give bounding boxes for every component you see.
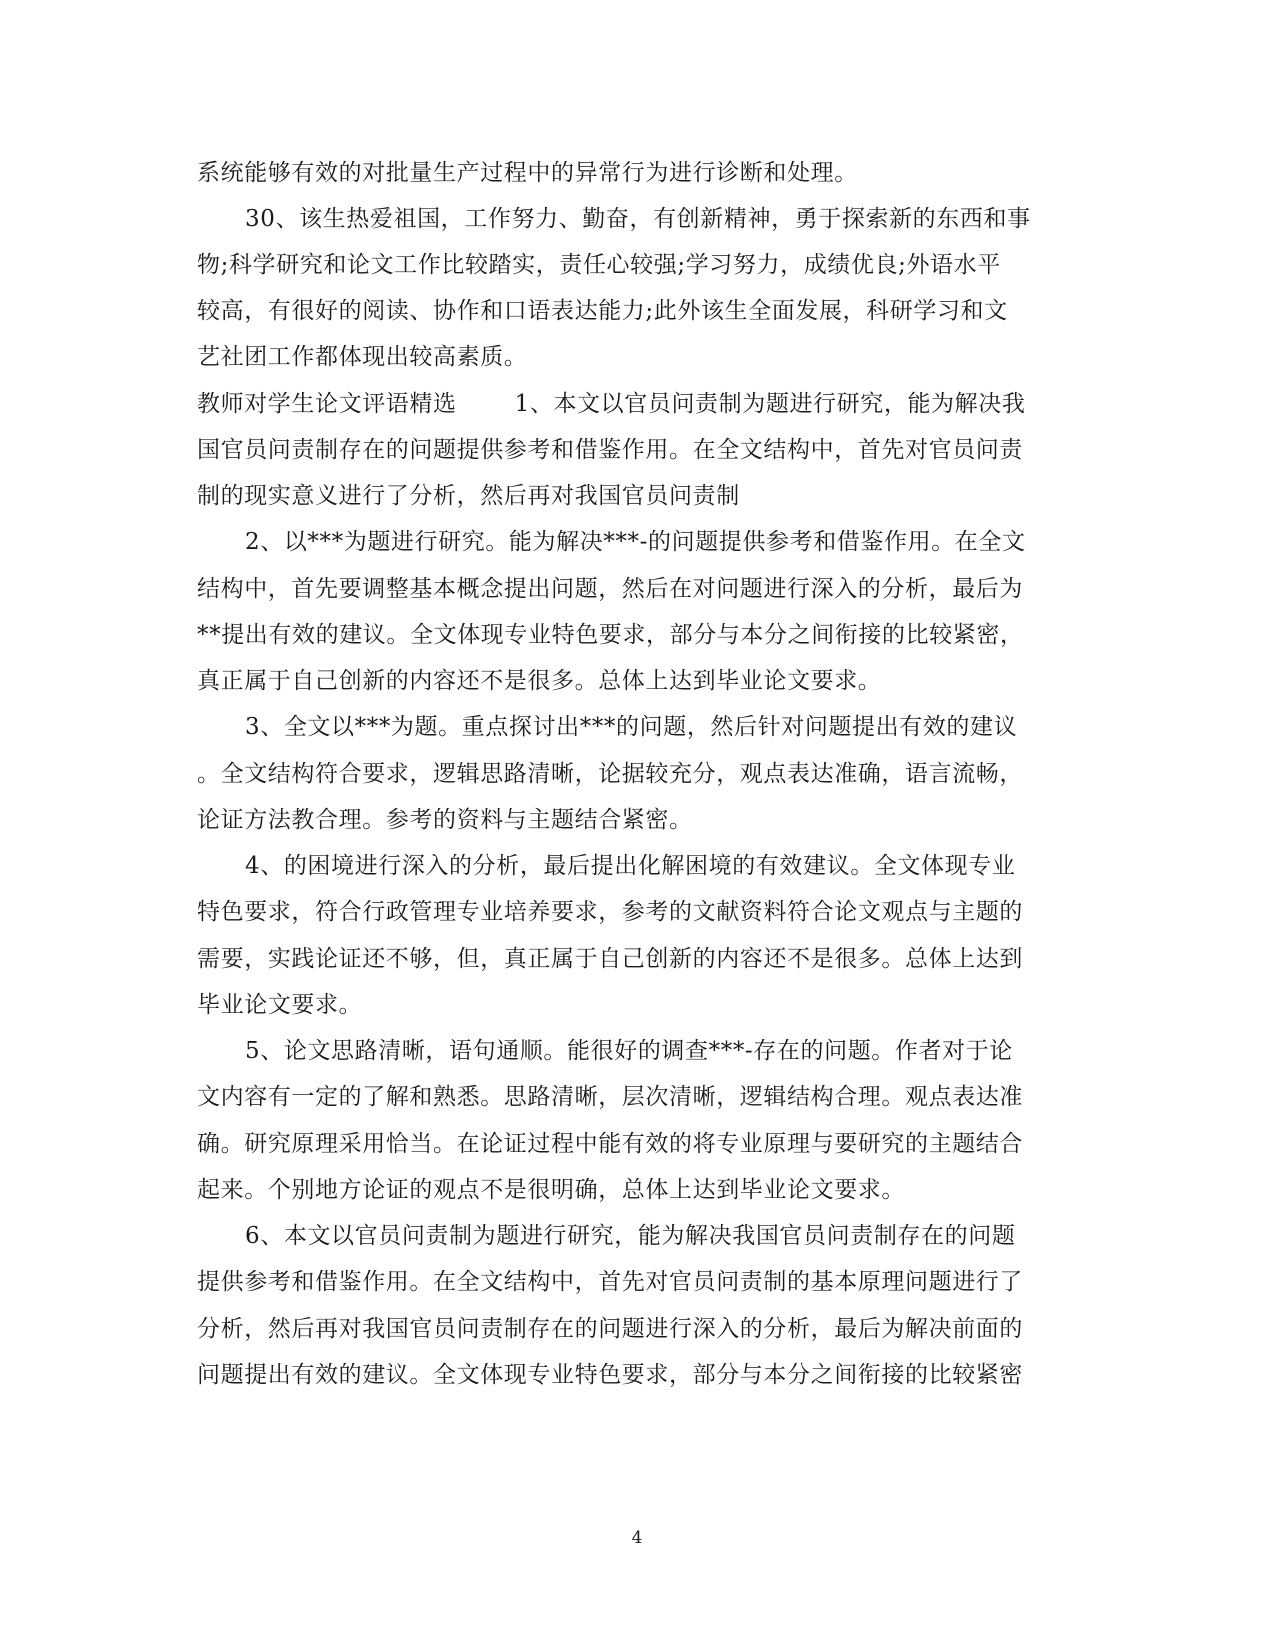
text-line: 分析，然后再对我国官员问责制存在的问题进行深入的分析，最后为解决前面的 [197,1316,1023,1342]
text-line: 结构中，首先要调整基本概念提出问题，然后在对问题进行深入的分析，最后为 [197,576,1023,602]
section-heading-line [197,389,1077,419]
text-line: 论证方法教合理。参考的资料与主题结合紧密。 [197,807,693,833]
text-line: 提供参考和借鉴作用。在全文结构中，首先对官员问责制的基本原理问题进行了 [197,1269,1023,1295]
text-line: 艺社团工作都体现出较高素质。 [197,344,528,370]
text-line: 3、全文以***为题。重点探讨出***的问题，然后针对问题提出有效的建议 [245,714,1018,740]
text-line: 30、该生热爱祖国，工作努力、勤奋，有创新精神，勇于探索新的东西和事 [245,206,1031,232]
text-line: 起来。个别地方论证的观点不是很明确，总体上达到毕业论文要求。 [197,1177,905,1203]
text-line: 5、论文思路清晰，语句通顺。能很好的调查***-存在的问题。作者对于论 [245,1038,1013,1064]
text-line: 6、本文以官员问责制为题进行研究，能为解决我国官员问责制存在的问题 [245,1223,1016,1249]
text-line: 需要，实践论证还不够，但，真正属于自己创新的内容还不是很多。总体上达到 [197,946,1023,972]
text-line: 4、的困境进行深入的分析，最后提出化解困境的有效建议。全文体现专业 [245,853,1016,879]
text-line: **提出有效的建议。全文体现专业特色要求，部分与本分之间衔接的比较紧密， [197,622,1024,648]
text-line: 制的现实意义进行了分析，然后再对我国官员问责制 [197,483,740,509]
section-heading: 教师对学生论文评语精选 [197,391,457,417]
text-line: 毕业论文要求。 [197,992,363,1018]
text-line: 真正属于自己创新的内容还不是很多。总体上达到毕业论文要求。 [197,668,882,694]
text-line: 国官员问责制存在的问题提供参考和借鉴作用。在全文结构中，首先对官员问责 [197,437,1023,463]
text-line: 特色要求，符合行政管理专业培养要求，参考的文献资料符合论文观点与主题的 [197,899,1023,925]
text-line: 2、以***为题进行研究。能为解决***-的问题提供参考和借鉴作用。在全文 [245,529,1026,555]
text-line: 系统能够有效的对批量生产过程中的异常行为进行诊断和处理。 [197,160,858,186]
text-line: 文内容有一定的了解和熟悉。思路清晰，层次清晰，逻辑结构合理。观点表达准 [197,1084,1023,1110]
text-line: 较高，有很好的阅读、协作和口语表达能力;此外该生全面发展，科研学习和文 [197,298,1008,324]
text-line: 问题提出有效的建议。全文体现专业特色要求，部分与本分之间衔接的比较紧密 [197,1362,1023,1388]
text-line: 1、本文以官员问责制为题进行研究，能为解决我 [514,391,1026,417]
text-line: 确。研究原理采用恰当。在论证过程中能有效的将专业原理与要研究的主题结合 [197,1131,1023,1157]
text-line: 物;科学研究和论文工作比较踏实，责任心较强;学习努力，成绩优良;外语水平 [197,252,1001,278]
text-line: 。全文结构符合要求，逻辑思路清晰，论据较充分，观点表达准确，语言流畅， [197,761,1023,787]
page-number: 4 [631,1528,643,1548]
